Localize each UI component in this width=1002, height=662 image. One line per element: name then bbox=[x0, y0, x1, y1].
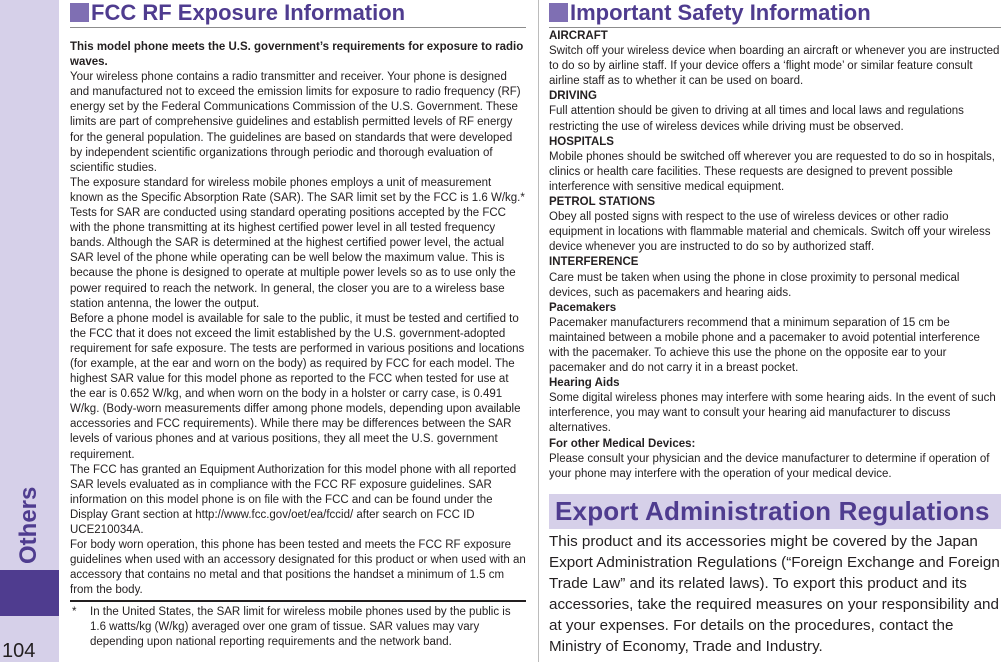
safety-section-heading bbox=[549, 0, 1001, 28]
footnote-mark: * bbox=[72, 605, 77, 618]
safety-body bbox=[549, 29, 1001, 482]
safety-item-text: Care must be taken when using the phone in close proximity to personal medical devices, such as pacemakers and hearing aids. bbox=[549, 271, 960, 299]
footnote-divider bbox=[70, 600, 526, 602]
safety-item-text: Pacemaker manufacturers recommend that a minimum separation of 15 cm be maintained between a mobile phone and a pacemaker to avoid potential interference with the pacemaker. To achieve this use the phone on the opposite ear to your pacemaker and do not carry it in a breast pocket. bbox=[549, 316, 980, 375]
fcc-column bbox=[70, 0, 526, 650]
safety-item-heading: INTERFERENCE bbox=[549, 256, 639, 269]
heading-square-icon bbox=[549, 3, 568, 22]
fcc-paragraph: The FCC has granted an Equipment Authorization for this model phone with all reported SAR levels evaluated as in compliance with the FCC RF exposure guidelines. SAR information on this model phone is on file with the FCC and can be found under the Display Grant section at http://www.fcc.gov/oet/ea/fccid/ after search on FCC ID UCE210034A. bbox=[70, 463, 517, 536]
safety-item-text: Switch off your wireless device when boarding an aircraft or whenever you are instructed to do so by airline staff. If your device offers a ‘flight mode’ or similar feature consult airline staff as to whether it can be used on board. bbox=[549, 45, 1000, 88]
section-tab-marker bbox=[0, 570, 59, 616]
safety-item-text: Please consult your physician and the device manufacturer to determine if operation of your phone may interfere with the operation of your medical device. bbox=[549, 452, 990, 480]
safety-item-heading: Pacemakers bbox=[549, 301, 617, 314]
fcc-paragraph: For body worn operation, this phone has been tested and meets the FCC RF exposure guidelines when used with an accessory designated for this product or when used with an accessory that contains no metal and that positions the handset a minimum of 1.5 cm from the body. bbox=[70, 539, 526, 597]
fcc-footnote bbox=[70, 605, 526, 650]
safety-title: Important Safety Information bbox=[570, 0, 871, 25]
safety-item-heading: Hearing Aids bbox=[549, 377, 620, 390]
fcc-intro: This model phone meets the U.S. government’s requirements for exposure to radio waves. bbox=[70, 41, 524, 69]
safety-item-heading: AIRCRAFT bbox=[549, 30, 608, 42]
heading-square-icon bbox=[70, 3, 89, 22]
safety-item-heading: PETROL STATIONS bbox=[549, 196, 656, 209]
fcc-title: FCC RF Exposure Information bbox=[91, 0, 406, 25]
safety-item-heading: DRIVING bbox=[549, 90, 597, 103]
safety-column bbox=[549, 0, 1001, 482]
fcc-paragraph: Before a phone model is available for sale to the public, it must be tested and certified to the FCC that it does not exceed the limit established by the U.S. government-adopted requirement for safe exposure. The tests are performed in various positions and locations (for example, at the ear and worn on the body) as required by FCC for each model. The highest SAR value for this model phone as reported to the FCC when tested for use at the ear is 0.652 W/kg, and when worn on the body in a holster or carry case, is 0.491 W/kg. (Body-worn measurements differ among phone models, depending upon available accessories and FCC requirements). While there may be differences between the SAR levels of various phones and at various positions, they all meet the U.S. government requirement. bbox=[70, 312, 525, 461]
safety-item-text: Mobile phones should be switched off wherever you are requested to do so in hospitals, clinics or health care facilities. These requests are designed to prevent possible interference with sensitive medical equipment. bbox=[549, 150, 996, 193]
export-paragraph: This product and its accessories might be covered by the Japan Export Administration Regulations (“Foreign Exchange and Foreign Trade Law” and its related laws). To export this product and its accessories, take the required measures on your responsibility and at your expenses. For details on the procedures, contact the Ministry of Economy, Trade and Industry. bbox=[549, 533, 1000, 655]
safety-item-heading: HOSPITALS bbox=[549, 135, 614, 148]
export-title: Export Administration Regulations bbox=[555, 496, 990, 526]
fcc-section-heading bbox=[70, 0, 526, 28]
fcc-paragraph: The exposure standard for wireless mobile phones employs a unit of measurement known as the Specific Absorption Rate (SAR). The SAR limit set by the FCC is 1.6 W/kg.* Tests for SAR are conducted using standard operating positions accepted by the FCC with the phone transmitting at its highest certified power level in all tested frequency bands. Although the SAR is determined at the highest certified power level, the actual SAR level of the phone while operating can be well below the maximum value. This is because the phone is designed to operate at multiple power levels so as to use only the power required to reach the network. In general, the closer you are to a wireless base station antenna, the lower the output. bbox=[70, 176, 525, 310]
section-tab-label: Others bbox=[15, 486, 42, 564]
fcc-paragraph: Your wireless phone contains a radio transmitter and receiver. Your phone is designed and manufactured not to exceed the emission limits for exposure to radio frequency (RF) energy set by the Federal Communications Commission of the U.S. Government. These limits are part of comprehensive guidelines and establish permitted levels of RF energy for the general population. The guidelines are based on standards that were developed by independent scientific organizations through periodic and thorough evaluation of scientific studies. bbox=[70, 71, 521, 174]
safety-item-text: Obey all posted signs with respect to the use of wireless devices or other radio equipment in locations with flammable material and chemicals. Switch off your wireless device whenever you are instructed to do so by authorized staff. bbox=[549, 211, 991, 254]
fcc-body bbox=[70, 40, 526, 598]
safety-item-heading: For other Medical Devices: bbox=[549, 437, 696, 450]
page-number: 104 bbox=[2, 640, 36, 662]
column-divider bbox=[538, 0, 539, 662]
safety-item-text: Some digital wireless phones may interfere with some hearing aids. In the event of such interference, you may want to consult your hearing aid manufacturer to discuss alternatives. bbox=[549, 392, 996, 435]
footnote-text: In the United States, the SAR limit for wireless mobile phones used by the public is 1.6 watts/kg (W/kg) averaged over one gram of tissue. SAR values may vary depending upon national reporting requirements and the network band. bbox=[90, 605, 511, 649]
safety-item-text: Full attention should be given to driving at all times and local laws and regulations restricting the use of wireless devices while driving must be observed. bbox=[549, 105, 964, 133]
export-section-heading bbox=[549, 494, 1001, 529]
